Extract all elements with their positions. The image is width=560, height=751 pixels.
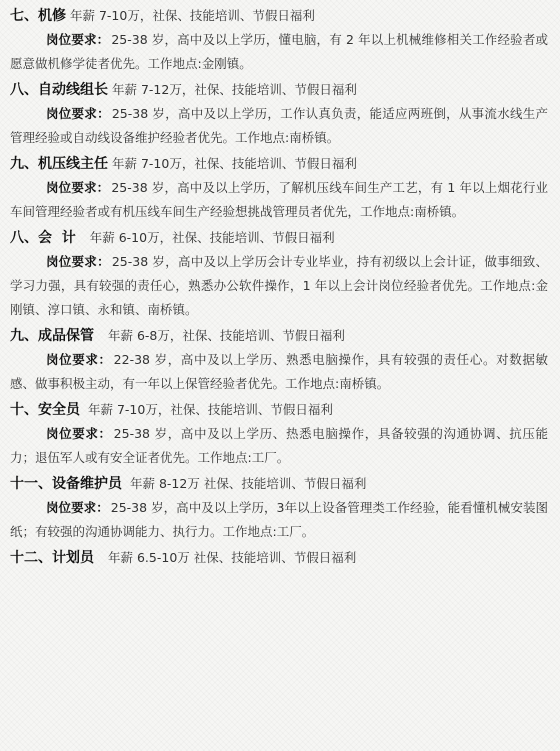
job-section [10,78,548,150]
job-pay: 年薪 6-10万，社保、技能培训、节假日福利 [89,230,335,245]
job-section [10,546,548,570]
job-section [10,152,548,224]
requirement-label: 岗位要求： [46,180,110,195]
requirement-label: 岗位要求： [46,500,109,515]
job-heading [10,152,548,176]
job-requirement [10,496,548,544]
requirement-text: 22-38 岁，高中及以上学历、熟悉电脑操作，具有较强的责任心。对数据敏感、做事积极主动，有一年以上保管经验者优先。工作地点:南桥镇。 [10,352,548,391]
job-heading [10,78,548,102]
job-title: 十一、设备维护员 [10,476,122,492]
job-title: 八、会 计 [10,230,76,246]
job-section [10,324,548,396]
job-requirement [10,250,548,322]
job-pay: 年薪 6-8万，社保、技能培训、节假日福利 [108,328,345,343]
job-section [10,472,548,544]
job-title: 十、安全员 [10,402,80,418]
job-heading [10,398,548,422]
job-requirement [10,28,548,76]
job-pay: 年薪 8-12万 社保、技能培训、节假日福利 [130,476,367,491]
job-pay: 年薪 7-10万，社保、技能培训、节假日福利 [88,402,333,417]
job-section [10,398,548,470]
requirement-label: 岗位要求： [46,32,110,47]
requirement-label: 岗位要求： [46,254,110,269]
job-requirement [10,102,548,150]
job-heading [10,226,548,250]
job-section [10,226,548,322]
job-pay: 年薪 6.5-10万 社保、技能培训、节假日福利 [108,550,357,565]
job-requirement [10,176,548,224]
requirement-label: 岗位要求： [46,426,112,441]
requirement-text: 25-38 岁，高中及以上学历，工作认真负责，能适应两班倒，从事流水线生产管理经验或自动线设备维护经验者优先。工作地点:南桥镇。 [10,106,548,145]
requirement-label: 岗位要求： [46,352,112,367]
job-heading [10,472,548,496]
job-title: 九、机压线主任 [10,156,108,172]
job-section [10,4,548,76]
job-title: 七、机修 [10,8,66,24]
requirement-text: 25-38 岁，高中及以上学历，懂电脑，有 2 年以上机械维修相关工作经验者或愿意做机修学徒者优先。工作地点:金刚镇。 [10,32,548,71]
job-title: 八、自动线组长 [10,82,108,98]
job-title: 九、成品保管 [10,328,94,344]
job-pay: 年薪 7-10万，社保、技能培训、节假日福利 [70,8,315,23]
requirement-text: 25-38 岁，高中及以上学历，了解机压线车间生产工艺，有 1 年以上烟花行业车间管理经验者或有机压线车间生产经验想挑战管理员者优先，工作地点:南桥镇。 [10,180,548,219]
job-heading [10,546,548,570]
job-heading [10,324,548,348]
requirement-text: 25-38 岁，高中及以上学历、热悉电脑操作，具备较强的沟通协调、抗压能力；退伍军人或有安全证者优先。工作地点:工厂。 [10,426,548,465]
job-heading [10,4,548,28]
job-pay: 年薪 7-12万，社保、技能培训、节假日福利 [112,82,357,97]
requirement-text: 25-38 岁，高中及以上学历会计专业毕业，持有初级以上会计证，做事细致、学习力强，具有较强的责任心，熟悉办公软件操作，1 年以上会计岗位经验者优先。工作地点:金刚镇、淳口镇、永和镇、南桥镇。 [10,254,548,317]
job-title: 十二、计划员 [10,550,94,566]
job-pay: 年薪 7-10万，社保、技能培训、节假日福利 [112,156,357,171]
job-requirement [10,348,548,396]
requirement-label: 岗位要求： [46,106,110,121]
requirement-text: 25-38 岁，高中及以上学历，3年以上设备管理类工作经验，能看懂机械安装图纸；有较强的沟通协调能力、执行力。工作地点:工厂。 [10,500,548,539]
job-requirement [10,422,548,470]
